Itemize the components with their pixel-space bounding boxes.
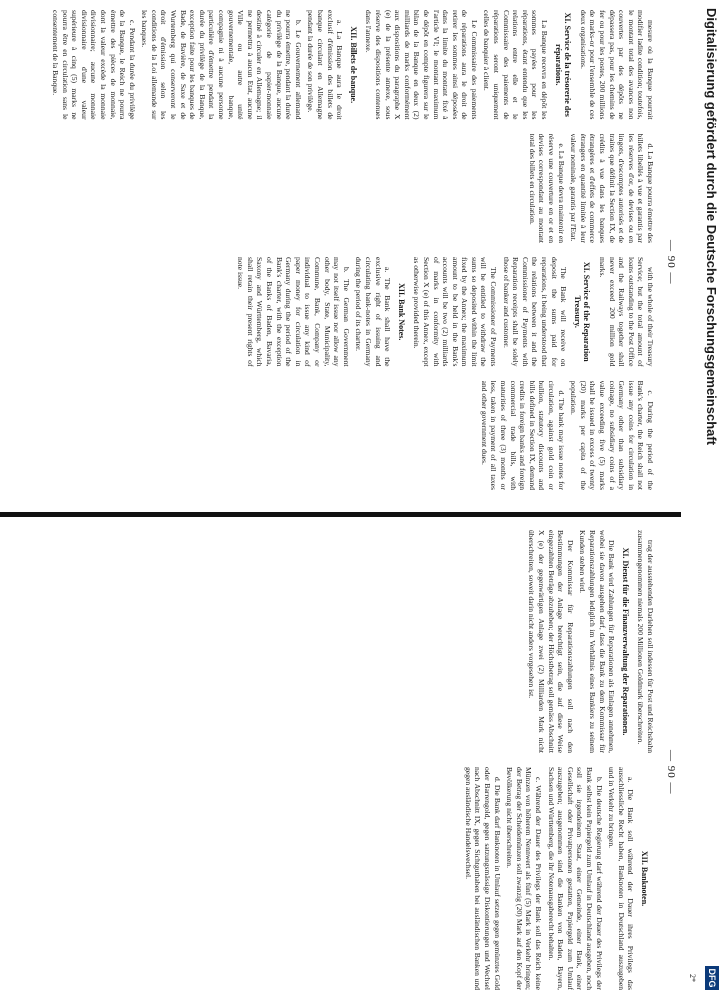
- paragraph: b. Le Gouvernement allemand ne pourra émettre, pendant la durée du privilège de la Banque, aucune catégorie de papier-monnaie destiné à circuler en Allemagne; il ne permettra à aucun Etat, aucune Ville ou autre unité gouvernementale, banque, compagnie ni à aucune personne particulière d'émettre pendant la durée du privilège de la Banque, exception faite pour les banques de Bade, de Bavière, de Saxe et de Wurtemberg qui conserveront le droit d'émission selon les conditions de la Loi allemande sur les banques.: [140, 10, 303, 120]
- section-heading: XI. Dienst für die Finanzverwaltung der Reparationen.: [620, 547, 630, 736]
- right-page: [0, 520, 727, 1000]
- digitization-credit: Digitalisierung gefördert durch die Deutsche Forschungsgemeinschaft: [701, 0, 721, 1008]
- paragraph: c. Während der Dauer des Privilegs der Bank soll das Reich keine Münzen von höherem Nennwert als fünf (5) Mark in Verkehr bringen; der Betrag der Scheidemünzen soll zwanzig (20) Mark auf den Kopf der Bevölkerung nicht überschreiten.: [505, 767, 544, 990]
- section-heading: XI. Service of the Reparation Treasury.: [572, 261, 592, 362]
- paragraph: a. Die Bank soll während der Dauer ihres Privilegs das ausschliessliche Recht haben, Banknoten in Deutschland auszugeben und in Verkehr zu bringen.: [607, 767, 636, 990]
- french-column-1: [10, 10, 655, 120]
- page-number-left: — 90 —: [665, 240, 677, 285]
- german-column-1: [10, 530, 655, 753]
- french-column-2: [10, 134, 655, 244]
- paragraph: d. The bank may issue notes for circulation, against gold coin or bullion, statutory discounts and bills defined in Section IX, demand credits in foreign banks and foreign commercial trade bills, with maturities of three (3) months or less, taken in payment of all taxes and other government dues.: [479, 380, 566, 490]
- paragraph: La Banque recevra en dépôt les sommes payées pour les réparations, étant entendu que les relations entre elle et le Commissaire des paiements de réparations seront uniquement celles de banquier à client.: [482, 10, 550, 120]
- section-heading: XII. Banknoten.: [640, 850, 649, 907]
- english-column-2: [10, 381, 655, 491]
- dfg-logo: DFG: [705, 966, 719, 990]
- page-number-right: — 90 —: [665, 750, 677, 795]
- paragraph: Der Kommissar für Reparationszahlungen soll nach den Bestimmungen der Anlage berechtigt sein, die auf diese Weise eingezahlten Beträge abzuheben; der Höchstbetrag soll gemäss Abschnitt X (e) der gegenwärtigen Anlage zwei (2) Milliarden Mark nicht überschreiten, soweit darin nicht anders vorgesehen ist.: [527, 530, 575, 753]
- paragraph: The Bank will receive on deposit the sums paid for reparations, it being understood that the relations between it and the Commissioner of Payments with Reparation receipts shall be solely those of banker and customer.: [501, 257, 569, 367]
- left-page: [0, 0, 727, 500]
- corner-mark: 2*: [688, 974, 697, 982]
- section-heading: XI. Service de la trésorerie des réparations.: [553, 12, 573, 117]
- paragraph: Die Bank wird Zahlungen für Reparationen als Einlagen annehmen, wobei sie davon ausgehen darf, dass die Bank zu dem Kommissar für Reparationszahlungen lediglich im Verhältnis eines Bankiers zu seinem Kunden stehen wird.: [578, 530, 617, 753]
- paragraph: with the whole of their Treasury Service; but the total amount of loans outstanding to the Post Office and the Railways together shall never exceed 200 million gold marks.: [598, 257, 655, 367]
- paragraph: d. La Banque pourra émettre des billets libellés à vue et garantis par les réserves d'or, de devises ou en lingots, d'escomptes autorisés et de traites que définit la Section IX, de crédits à vue dans les banques étrangères et d'effets de commerce étrangers en quantité limitée à leur valeur nominale, garantis par l'Etat.: [569, 133, 655, 243]
- paragraph: c. Pendant la durée du privilège de la Banque, le Reich ne pourra émettre des pièces de monnaie, dont la valeur excède la monnaie divisionnaire; aucune monnaie divisionnaire d'une valeur supérieure à cinq (5) marks ne pourra être en circulation sans le consentement de la Banque.: [50, 10, 137, 120]
- paragraph: The Commissioner of Payments will be entitled to withdraw the sums so deposited within the limit fixed by the Annex; the maximum amount to be held in the Bank's accounts will be two (2) milliards of marks in conformity with Section X (e) of this Annex, except as otherwise provided therein.: [412, 257, 499, 367]
- paragraph: d. Die Bank darf Banknoten in Umlauf setzen gegen gemünztes Gold oder Barrengold, gegen satzungsmässige Diskontierungen und Wechsel nach Abschnitt IX, gegen Sichtguthaben bei ausländischen Banken und gegen ausländische Handelswechsel.: [463, 767, 502, 990]
- german-column-2: [10, 767, 655, 990]
- paragraph: e. La Banque devra maintenir en réserve une couverture en or et en devises correspondant au montant total des billets en circulation.: [527, 133, 566, 243]
- paragraph: trag der ausstehenden Darlehen soll indessen für Post und Reichsbahn zusammengenommen niemals 200 Millionen Goldmark überschreiten.: [636, 530, 655, 753]
- paragraph: Le Commissaire des paiements de réparations aura le droit de retirer les sommes ainsi déposées dans la limite du montant fixé à l'article VI; le montant maximum de dépôt en compte figurera sur le bilan de la Banque en deux (2) milliards de marks conformément aux dispositions du paragraphe X (e) de la présente annexe, sous réserve des dispositions contenues dans l'annexe.: [364, 10, 479, 120]
- paragraph: mesure où la Banque pourrait modifier ladite condition; toutefois, le montant total des avances non couvertes par des dépôts ne dépassera pas, pour les chemins de fer ou pour les postes, 200 millions de marks-or pour l'ensemble de ces deux organisations.: [578, 10, 655, 120]
- paragraph: a. La Banque aura le droit exclusif d'émission des billets de banque circulant en Allemagne pendant la durée de son privilège.: [306, 10, 345, 120]
- paragraph: a. The Bank shall have the exclusive right of issuing and circulating bank-notes in Germany during the period of its charter.: [354, 257, 393, 367]
- paragraph: b. The German Government may not itself issue nor allow any other body, State, Municipality, Commune, Bank, Company or individual to issue any kind of paper money for circulation in Germany during the period of the Bank's charter, with the exception of the Banks of Baden, Bavaria, Saxony and Württemberg, which shall retain their present rights of note issue.: [236, 257, 351, 367]
- section-heading: XII. Bank Notes.: [396, 283, 406, 341]
- paragraph: c. During the period of the Bank's charter, the Reich shall not issue any coins for circulation in Germany other than subsidiary coinage, no subsidiary coins of a value exceeding five (5) marks shall be issued in excess of twenty (20) marks per capita of the population.: [569, 380, 655, 490]
- english-column-1: [10, 257, 655, 367]
- section-heading: XII. Billets de banque.: [348, 26, 358, 104]
- paragraph: b. Die deutsche Regierung darf während der Dauer des Privilegs der Bank selbst kein Papiergeld zum Umlauf in Deutschland ausgeben, noch soll sie irgendeinem Staat, einer Gemeinde, einer Bank, einer Gesellschaft oder Privatpersonen gestatten, Papiergeld zum Umlauf auszugeben; ausgenommen sind die Banken von Baden, Bayern, Sachsen und Württemberg, die ihr Notenausgaberecht behalten.: [546, 767, 604, 990]
- book-gutter: [0, 512, 681, 517]
